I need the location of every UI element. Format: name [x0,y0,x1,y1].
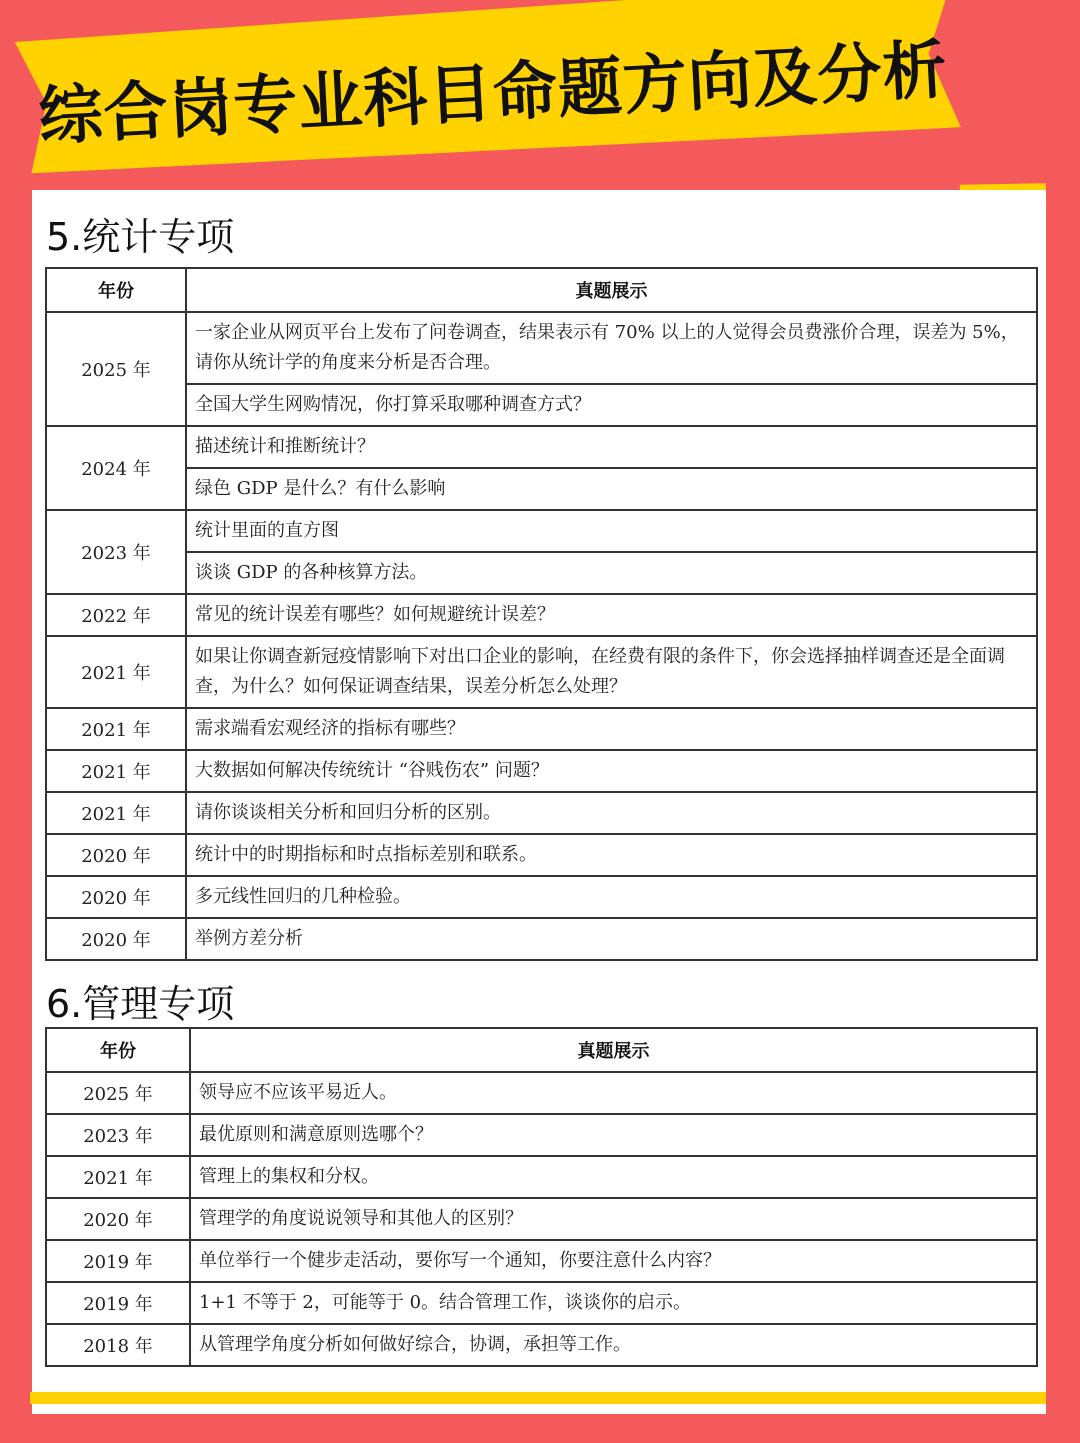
year-cell: 2020 年 [46,834,186,876]
question-cell: 多元线性回归的几种检验。 [186,876,1037,918]
table-row [46,594,1037,636]
column-header-year: 年份 [46,268,186,312]
table-row [46,636,1037,708]
year-cell: 2025 年 [46,312,186,426]
page-title: 综合岗专业科目命题方向及分析 [36,33,950,155]
year-cell: 2019 年 [46,1282,190,1324]
year-cell: 2022 年 [46,594,186,636]
question-cell: 举例方差分析 [186,918,1037,960]
table-row [46,1072,1037,1114]
year-cell: 2021 年 [46,1156,190,1198]
question-cell: 统计中的时期指标和时点指标差别和联系。 [186,834,1037,876]
management-table [45,1027,1038,1367]
year-cell: 2018 年 [46,1324,190,1366]
year-cell: 2020 年 [46,876,186,918]
table-row [46,1156,1037,1198]
table-row [46,1240,1037,1282]
year-cell: 2021 年 [46,636,186,708]
question-cell: 一家企业从网页平台上发布了问卷调查，结果表示有 70% 以上的人觉得会员费涨价合理，误差为 5%，请你从统计学的角度来分析是否合理。 [186,312,1037,384]
table-row [46,312,1037,384]
statistics-table [45,267,1038,961]
question-cell: 大数据如何解决传统统计 “谷贱伤农” 问题？ [186,750,1037,792]
year-cell: 2020 年 [46,918,186,960]
table-row [46,1198,1037,1240]
table-row [46,876,1037,918]
question-cell: 单位举行一个健步走活动，要你写一个通知，你要注意什么内容？ [190,1240,1037,1282]
question-cell: 最优原则和满意原则选哪个？ [190,1114,1037,1156]
paper-tape-bottom [30,1392,1046,1404]
table-row [46,552,1037,594]
column-header-question: 真题展示 [190,1028,1037,1072]
year-cell: 2024 年 [46,426,186,510]
column-header-question: 真题展示 [186,268,1037,312]
table-row [46,708,1037,750]
table-row [46,834,1037,876]
table-row [46,384,1037,426]
question-cell: 统计里面的直方图 [186,510,1037,552]
table-row [46,750,1037,792]
question-cell: 管理上的集权和分权。 [190,1156,1037,1198]
section-heading-management: 6.管理专项 [46,982,235,1026]
management-table-body [46,1072,1037,1366]
table-row [46,510,1037,552]
year-cell: 2019 年 [46,1240,190,1282]
question-cell: 描述统计和推断统计？ [186,426,1037,468]
year-cell: 2021 年 [46,708,186,750]
year-cell: 2021 年 [46,750,186,792]
statistics-table-body [46,312,1037,960]
table-row [46,1324,1037,1366]
table-row [46,468,1037,510]
section-heading-statistics: 5.统计专项 [46,215,235,259]
column-header-year: 年份 [46,1028,190,1072]
table-row [46,792,1037,834]
question-cell: 常见的统计误差有哪些？如何规避统计误差？ [186,594,1037,636]
question-cell: 绿色 GDP 是什么？有什么影响 [186,468,1037,510]
question-cell: 如果让你调查新冠疫情影响下对出口企业的影响，在经费有限的条件下，你会选择抽样调查还是全面调查，为什么？如何保证调查结果，误差分析怎么处理？ [186,636,1037,708]
year-cell: 2021 年 [46,792,186,834]
question-cell: 全国大学生网购情况，你打算采取哪种调查方式？ [186,384,1037,426]
table-header-row [46,268,1037,312]
year-cell: 2023 年 [46,510,186,594]
table-row [46,426,1037,468]
question-cell: 谈谈 GDP 的各种核算方法。 [186,552,1037,594]
year-cell: 2023 年 [46,1114,190,1156]
table-row [46,1114,1037,1156]
table-header-row [46,1028,1037,1072]
year-cell: 2025 年 [46,1072,190,1114]
year-cell: 2020 年 [46,1198,190,1240]
question-cell: 需求端看宏观经济的指标有哪些？ [186,708,1037,750]
question-cell: 1+1 不等于 2，可能等于 0。结合管理工作，谈谈你的启示。 [190,1282,1037,1324]
question-cell: 领导应不应该平易近人。 [190,1072,1037,1114]
table-row [46,1282,1037,1324]
question-cell: 从管理学角度分析如何做好综合，协调，承担等工作。 [190,1324,1037,1366]
question-cell: 管理学的角度说说领导和其他人的区别？ [190,1198,1037,1240]
table-row [46,918,1037,960]
question-cell: 请你谈谈相关分析和回归分析的区别。 [186,792,1037,834]
